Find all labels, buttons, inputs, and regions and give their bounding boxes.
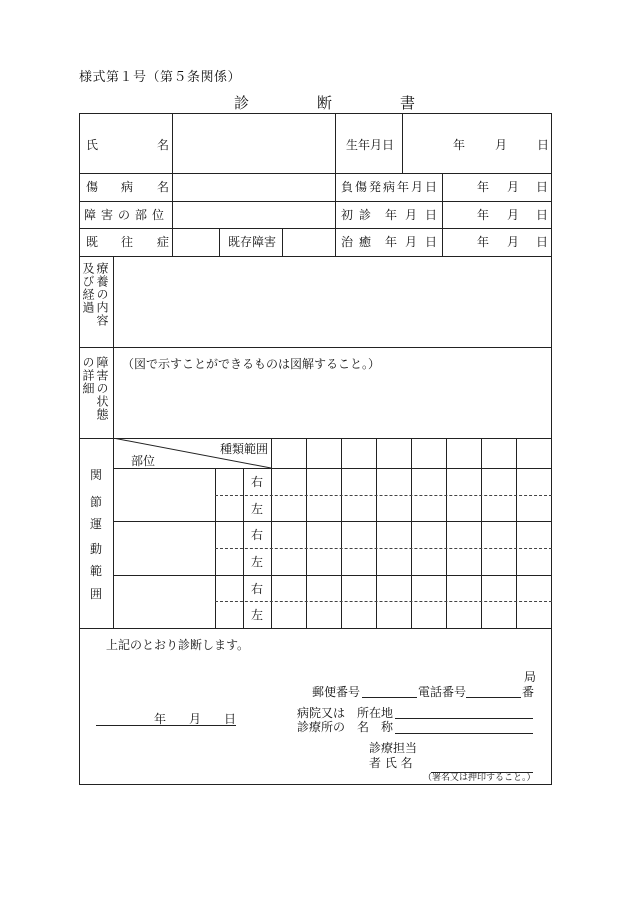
history-label-3: 症 [157,235,170,249]
facility-name-underline [395,733,533,734]
address-underline [395,718,533,719]
site-label-5: 位 [152,208,165,222]
form-number: 様式第１号（第５条関係） [79,70,242,85]
rom-label-6: 囲 [90,587,103,601]
onset-month: 月 [507,180,520,194]
rule [481,438,482,628]
onset-day: 日 [536,180,549,194]
onset-label-2: 傷 [355,180,368,194]
dashed-rule [215,495,552,496]
postal-code-label: 郵便番号 [312,685,361,699]
rule [446,438,447,628]
footer-year: 年 [154,712,167,726]
dashed-rule [215,548,552,549]
diagnosis-statement: 上記のとおり診断します。 [106,638,250,652]
rule [172,113,173,256]
disability-label-col2: の詳細 [81,356,95,395]
onset-label-4: 病 [383,180,396,194]
first-visit-label-1: 初 [341,208,354,222]
left-label: 左 [251,608,264,622]
cure-label-4: 月 [405,235,418,249]
cure-year: 年 [477,235,490,249]
left-label: 左 [251,555,264,569]
rom-label-3: 運 [90,517,103,531]
left-label: 左 [251,502,264,516]
address-label: 所在地 [357,706,394,720]
rule [113,575,552,576]
cure-label-5: 日 [425,235,438,249]
rule [79,228,552,229]
rule [335,113,336,256]
site-label-1: 障 [84,208,97,222]
rule [113,468,552,469]
footer-day: 日 [224,712,237,726]
title-char-1: 診 [234,94,250,112]
site-label-3: の [118,208,131,222]
first-visit-day: 日 [536,208,549,222]
injury-label-3: 名 [157,180,170,194]
site-label-4: 部 [135,208,148,222]
hospital-line-1: 病院又は [297,706,346,720]
onset-label-7: 日 [425,180,438,194]
first-visit-label-4: 月 [405,208,418,222]
history-label-2: 往 [121,235,134,249]
right-label: 右 [251,475,264,489]
history-label-1: 既 [86,235,99,249]
cure-label-2: 癒 [359,235,372,249]
hospital-line-2: 診療所の [297,720,346,734]
rule [516,438,517,628]
disability-label-col1: 障害の状態 [95,356,109,421]
rom-label-5: 範 [90,564,103,578]
treatment-label-col2: 及び経過 [81,262,95,314]
title-char-3: 書 [400,94,416,112]
onset-label-5: 年 [397,180,410,194]
existing-disability-label: 既存障害 [228,235,277,249]
cure-label-3: 年 [385,235,398,249]
site-label-2: 害 [101,208,114,222]
rule [442,173,443,256]
bureau-char: 局 [524,670,537,684]
footer-month: 月 [189,712,202,726]
rom-label-1: 関 [90,468,103,482]
right-label: 右 [251,528,264,542]
seal-note: （署名又は押印すること。） [423,773,536,783]
name-label-1: 氏 [86,138,99,152]
rule [306,438,307,628]
first-visit-label-3: 年 [385,208,398,222]
doctor-line-1: 診療担当 [369,741,418,755]
birth-month: 月 [495,138,508,152]
treatment-label-col1: 療養の内容 [95,262,109,327]
rule [79,256,552,257]
part-header: 部位 [131,454,156,468]
postal-code-underline [362,697,417,698]
date-underline [96,725,236,726]
onset-label-3: 発 [369,180,382,194]
rule [79,201,552,202]
birth-year: 年 [453,138,466,152]
doctor-line-2: 者 氏 名 [369,756,413,770]
rule [282,228,283,256]
birth-date-label: 生年月日 [346,138,395,152]
rule [79,347,552,348]
birth-day: 日 [537,138,550,152]
onset-label-6: 月 [411,180,424,194]
right-label: 右 [251,582,264,596]
phone-label: 電話番号 [418,685,467,699]
rule [341,438,342,628]
dashed-rule [215,601,552,602]
onset-year: 年 [477,180,490,194]
rule [411,438,412,628]
first-visit-label-2: 診 [359,208,372,222]
title-char-2: 断 [317,94,333,112]
rule [113,521,552,522]
phone-underline [466,697,521,698]
diagram-note: （図で示すことができるものは図解すること。） [122,357,381,371]
first-visit-month: 月 [507,208,520,222]
injury-label-2: 病 [121,180,134,194]
rule [376,438,377,628]
cure-month: 月 [507,235,520,249]
rom-label-4: 動 [90,542,103,556]
rule [219,228,220,256]
cure-label-1: 治 [341,235,354,249]
name-label-2: 名 [157,138,170,152]
rule [271,438,272,628]
onset-label-1: 負 [341,180,354,194]
injury-label-1: 傷 [86,180,99,194]
ban-char: 番 [522,685,535,699]
rule [79,628,552,629]
facility-name-label: 名 称 [357,720,394,734]
rule [402,113,403,173]
cure-day: 日 [536,235,549,249]
first-visit-year: 年 [477,208,490,222]
type-range-header: 種類範囲 [220,442,269,456]
first-visit-label-5: 日 [425,208,438,222]
rule [79,173,552,174]
rom-label-2: 節 [90,495,103,509]
